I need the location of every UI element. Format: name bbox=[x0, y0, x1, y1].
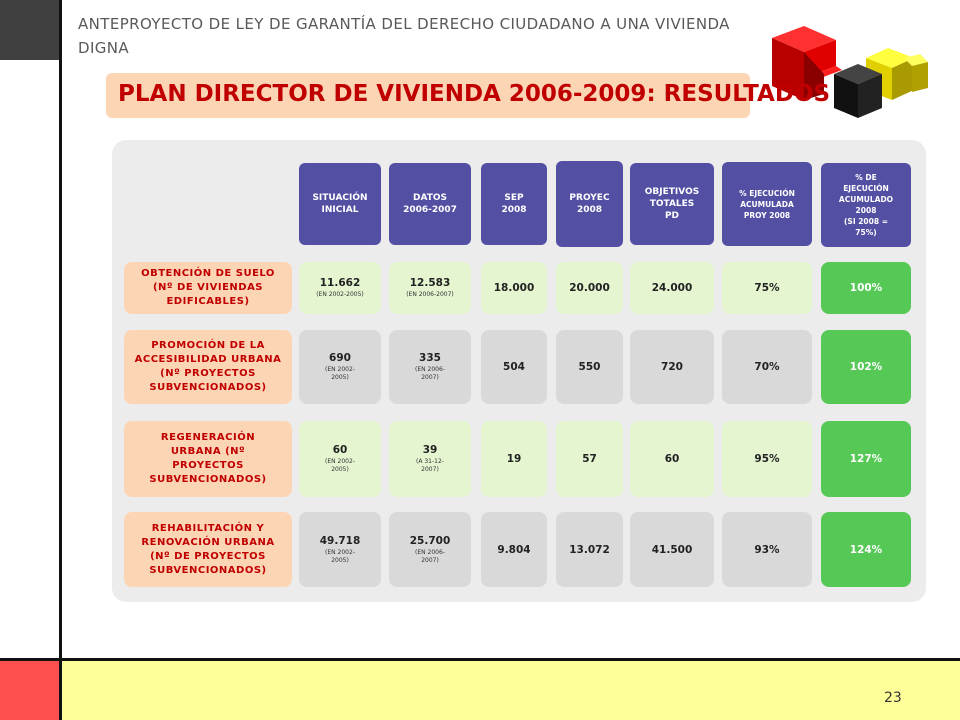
cell-value: 93% bbox=[754, 543, 780, 556]
cell-value: 550 bbox=[578, 361, 601, 373]
cell-value: 504 bbox=[503, 361, 525, 373]
table-cell bbox=[821, 330, 911, 404]
column-header-sep-2008: SEP 2008 bbox=[481, 163, 547, 245]
table-cell bbox=[389, 262, 471, 314]
cell-value: 24.000 bbox=[651, 282, 693, 294]
cell-value: 127% bbox=[849, 453, 883, 465]
table-cell bbox=[722, 512, 812, 587]
table-cell bbox=[299, 421, 381, 497]
table-cell bbox=[722, 262, 812, 314]
column-header-objetivos-totales: OBJETIVOS TOTALES PD bbox=[630, 163, 714, 245]
cell-value: 9.804 bbox=[497, 543, 531, 556]
cell-note: (EN 2006- 2007) bbox=[415, 366, 445, 381]
cell-value: 720 bbox=[661, 361, 683, 373]
cell-value: 20.000 bbox=[569, 282, 610, 294]
table-cell bbox=[299, 330, 381, 404]
table-cell bbox=[630, 262, 714, 314]
table-cell bbox=[481, 421, 547, 497]
table-cell bbox=[481, 330, 547, 404]
table-cell bbox=[299, 262, 381, 314]
page-number: 23 bbox=[884, 690, 902, 706]
cell-note: (EN 2002-2005) bbox=[316, 291, 364, 298]
table-cell bbox=[821, 262, 911, 314]
footer-band bbox=[62, 661, 960, 720]
slide-title: PLAN DIRECTOR DE VIVIENDA 2006-2009: RESULTADOS bbox=[118, 81, 831, 107]
cell-value: 690 bbox=[329, 352, 351, 364]
table-cell bbox=[630, 512, 714, 587]
table-cell bbox=[556, 330, 623, 404]
cell-value: 19 bbox=[506, 453, 522, 465]
table-cell bbox=[630, 421, 714, 497]
table-cell bbox=[389, 512, 471, 587]
cell-value: 95% bbox=[754, 453, 780, 465]
column-header-situacion-inicial: SITUACIÓN INICIAL bbox=[299, 163, 381, 245]
table-cell bbox=[722, 421, 812, 497]
table-cell bbox=[389, 421, 471, 497]
column-header-datos-2006-2007: DATOS 2006-2007 bbox=[389, 163, 471, 245]
row-label-accesibilidad-urbana: PROMOCIÓN DE LA ACCESIBILIDAD URBANA (Nº PROYECTOS SUBVENCIONADOS) bbox=[124, 330, 292, 404]
vertical-rule bbox=[59, 0, 62, 720]
cell-note: (EN 2006-2007) bbox=[406, 291, 454, 298]
cell-value: 60 bbox=[332, 444, 348, 456]
cell-value: 57 bbox=[582, 453, 597, 465]
table-cell bbox=[821, 421, 911, 497]
cell-value: 102% bbox=[849, 361, 883, 373]
column-header-ejecucion-2008: % DE EJECUCIÓN ACUMULADO 2008 (SI 2008 = 75%) bbox=[821, 163, 911, 247]
cell-value: 335 bbox=[419, 352, 441, 364]
cell-value: 11.662 bbox=[319, 277, 361, 289]
cell-note: (A 31-12- 2007) bbox=[416, 458, 444, 473]
cell-note: (EN 2006- 2007) bbox=[415, 548, 445, 564]
cell-value: 60 bbox=[664, 453, 680, 465]
corner-block-red bbox=[0, 661, 59, 720]
cell-value: 124% bbox=[849, 543, 883, 556]
cell-value: 75% bbox=[754, 282, 780, 294]
row-label-obtencion-suelo: OBTENCIÓN DE SUELO (Nº DE VIVIENDAS EDIFICABLES) bbox=[124, 262, 292, 314]
cell-value: 100% bbox=[849, 282, 883, 294]
cell-value: 13.072 bbox=[569, 543, 610, 556]
cell-value: 18.000 bbox=[493, 282, 535, 294]
row-label-regeneracion-urbana: REGENERACIÓN URBANA (Nº PROYECTOS SUBVENCIONADOS) bbox=[124, 421, 292, 497]
corner-block-dark bbox=[0, 0, 60, 60]
slide-header: ANTEPROYECTO DE LEY DE GARANTÍA DEL DERECHO CIUDADANO A UNA VIVIENDA DIGNA bbox=[78, 15, 730, 57]
table-cell bbox=[481, 262, 547, 314]
table-cell bbox=[821, 512, 911, 587]
cell-value: 49.718 bbox=[319, 534, 361, 547]
table-cell bbox=[556, 512, 623, 587]
table-cell bbox=[481, 512, 547, 587]
column-header-ejecucion-acumulada: % EJECUCIÓN ACUMULADA PROY 2008 bbox=[722, 162, 812, 246]
row-label-rehabilitacion-renovacion: REHABILITACIÓN Y RENOVACIÓN URBANA (Nº DE PROYECTOS SUBVENCIONADOS) bbox=[124, 512, 292, 587]
cell-value: 39 bbox=[422, 444, 438, 456]
column-header-proyec-2008: PROYEC 2008 bbox=[556, 161, 623, 247]
table-cell bbox=[722, 330, 812, 404]
cell-note: (EN 2002- 2005) bbox=[325, 458, 355, 473]
cell-value: 41.500 bbox=[651, 543, 693, 556]
cell-note: (EN 2002- 2005) bbox=[325, 366, 355, 381]
cell-value: 70% bbox=[754, 361, 780, 373]
table-cell bbox=[389, 330, 471, 404]
table-cell bbox=[556, 262, 623, 314]
table-cell bbox=[556, 421, 623, 497]
cell-value: 12.583 bbox=[409, 277, 451, 289]
table-cell bbox=[630, 330, 714, 404]
table-cell bbox=[299, 512, 381, 587]
cell-value: 25.700 bbox=[409, 534, 451, 547]
cell-note: (EN 2002- 2005) bbox=[325, 548, 355, 564]
